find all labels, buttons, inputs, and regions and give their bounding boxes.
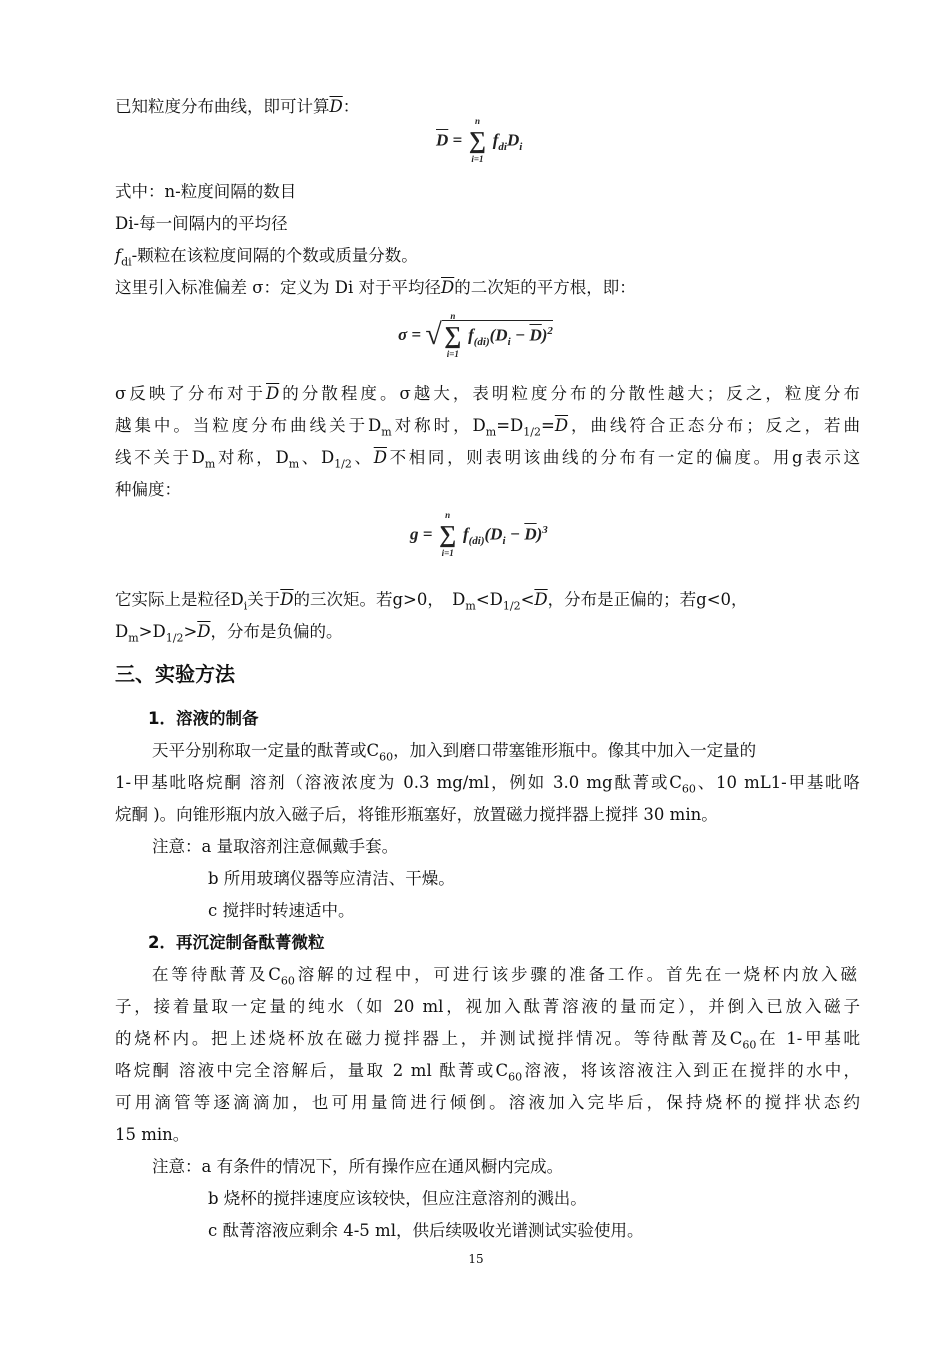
- subsection-title-2: 2．再沉淀制备酞菁微粒: [148, 933, 325, 952]
- section-heading: 三、实验方法: [115, 662, 235, 686]
- intro-line: 已知粒度分布曲线，即可计算$\overline{D}$：: [115, 97, 360, 116]
- sec2-line2: 子，接着量取一定量的纯水（如 20 ml，视加入酞菁溶液的量而定），并倒入已放入磁子: [115, 997, 860, 1016]
- para1-line4: 种偏度：: [115, 480, 181, 499]
- sec2-line1: 在等待酞菁及$C_{60}$溶解的过程中，可进行该步骤的准备工作。首先在一烧杯内放入磁: [152, 965, 858, 988]
- formula-skewness: g = n ∑ i=1 $f_{(di)}(D_i - \overline{D})^3$: [410, 510, 548, 558]
- sigma-intro: 这里引入标准偏差 σ：定义为 Di 对于平均径$\overline{D}$的二次矩的平方根，即：: [115, 278, 636, 297]
- para1-line3: 线不关于$D_m$对称，$D_m$、$D_{1/2}$、$\overline{D}$不相同，则表明该曲线的分布有一定的偏度。用g表示这: [115, 448, 861, 471]
- note2-c: c 酞菁溶液应剩余 4-5 ml，供后续吸收光谱测试实验使用。: [208, 1221, 644, 1240]
- para2-line2: $D_m>D_{1/2}>\overline{D}$，分布是负偏的。: [115, 622, 343, 645]
- para1-line2: 越集中。当粒度分布曲线关于$D_m$对称时，$D_m=D_{1/2}=\overline{D}$，曲线符合正态分布；反之，若曲: [115, 416, 861, 439]
- subsection-title-1: 1．溶液的制备: [148, 709, 259, 728]
- sec2-line5: 可用滴管等逐滴滴加，也可用量筒进行倾倒。溶液加入完毕后，保持烧杯的搅拌状态约: [115, 1093, 860, 1112]
- para2-line1: 它实际上是粒径$D_i$关于$\overline{D}$的三次矩。若g>0， $D_m<D_{1/2}<\overline{D}$，分布是正偏的；若g<0，: [115, 590, 748, 613]
- d-bar-symbol: $\overline{D}$: [329, 97, 343, 116]
- formula-mean-diameter: $\overline{D}$ = n ∑ i=1 $f_{di}D_i$: [436, 116, 523, 164]
- formula-sigma: σ = √ n ∑ i=1 $f_{(di)}(D_i - \overline{D})^2$: [398, 310, 553, 359]
- note1-a: 注意：a 量取溶剂注意佩戴手套。: [152, 837, 399, 856]
- definition-fdi: $f_{di}-$颗粒在该粒度间隔的个数或质量分数。: [115, 246, 418, 269]
- definition-n: 式中：n-粒度间隔的数目: [115, 182, 297, 201]
- note1-b: b 所用玻璃仪器等应清洁、干燥。: [208, 869, 455, 888]
- page-number: 15: [468, 1252, 484, 1266]
- definition-di: Di-每一间隔内的平均径: [115, 214, 288, 233]
- sec1-line2: 1-甲基吡咯烷酮 溶剂（溶液浓度为 0.3 mg/ml，例如 3.0 mg酞菁或$C_{60}$、10 mL1-甲基吡咯: [115, 773, 860, 796]
- sec2-line3: 的烧杯内。把上述烧杯放在磁力搅拌器上，并测试搅拌情况。等待酞菁及$C_{60}$在 1-甲基吡: [115, 1029, 860, 1052]
- para1-line1: σ反映了分布对于$\overline{D}$的分散程度。σ越大，表明粒度分布的分散性越大；反之，粒度分布: [115, 384, 861, 403]
- sec2-line6: 15 min。: [115, 1125, 190, 1144]
- sec1-line3: 烷酮 )。向锥形瓶内放入磁子后，将锥形瓶塞好，放置磁力搅拌器上搅拌 30 min。: [115, 805, 718, 824]
- sec1-line1: 天平分别称取一定量的酞菁或$C_{60}$，加入到磨口带塞锥形瓶中。像其中加入一定量的: [152, 741, 757, 764]
- note2-b: b 烧杯的搅拌速度应该较快，但应注意溶剂的溅出。: [208, 1189, 587, 1208]
- note1-c: c 搅拌时转速适中。: [208, 901, 355, 920]
- note2-a: 注意：a 有条件的情况下，所有操作应在通风橱内完成。: [152, 1157, 564, 1176]
- sec2-line4: 咯烷酮 溶液中完全溶解后，量取 2 ml 酞菁或$C_{60}$溶液，将该溶液注入到正在搅拌的水中，: [115, 1061, 861, 1084]
